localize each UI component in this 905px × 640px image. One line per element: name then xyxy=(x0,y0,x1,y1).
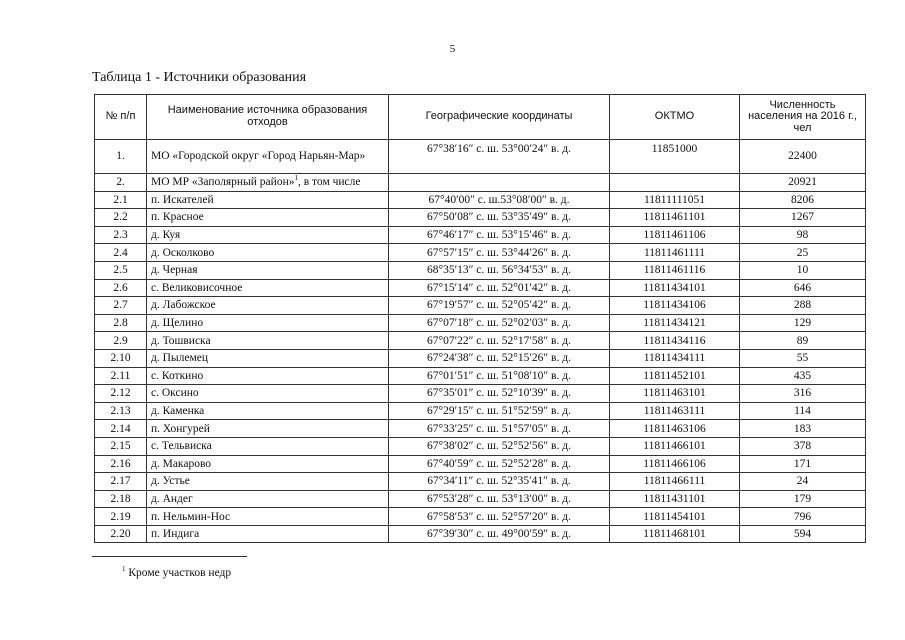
cell-geo: 67°57′15″ с. ш. 53°44′26″ в. д. xyxy=(389,244,610,262)
cell-num: 2.8 xyxy=(95,314,147,332)
source-name: д. Лабожское xyxy=(151,299,216,312)
cell-num: 2.3 xyxy=(95,226,147,244)
cell-name xyxy=(147,525,389,543)
footnote-text: Кроме участков недр xyxy=(128,567,232,579)
cell-num: 2.2 xyxy=(95,209,147,227)
cell-name xyxy=(147,209,389,227)
source-name: с. Тельвиска xyxy=(151,440,212,453)
cell-population: 8206 xyxy=(740,191,866,209)
cell-population: 646 xyxy=(740,279,866,297)
cell-oktmo xyxy=(610,174,740,192)
cell-geo: 67°46′17″ с. ш. 53°15′46″ в. д. xyxy=(389,226,610,244)
table-row xyxy=(95,385,866,403)
cell-oktmo: 11811463111 xyxy=(610,402,740,420)
source-name: д. Тошвиска xyxy=(151,334,211,347)
source-name: с. Оксино xyxy=(151,387,199,400)
source-name: п. Искателей xyxy=(151,193,214,206)
table-caption: Таблица 1 - Источники образования xyxy=(92,70,307,85)
cell-oktmo: 11811434106 xyxy=(610,297,740,315)
header-oktmo: ОКТМО xyxy=(610,95,740,140)
cell-geo: 67°50′08″ с. ш. 53°35′49″ в. д. xyxy=(389,209,610,227)
cell-oktmo: 11811466111 xyxy=(610,473,740,491)
table-row xyxy=(95,314,866,332)
table-header-row xyxy=(95,95,866,140)
cell-geo: 67°40′00″ с. ш.53°08′00″ в. д. xyxy=(389,191,610,209)
source-name: д. Пылемец xyxy=(151,352,209,365)
cell-oktmo: 11811461116 xyxy=(610,261,740,279)
cell-oktmo: 11811434116 xyxy=(610,332,740,350)
cell-name xyxy=(147,314,389,332)
cell-num: 2.4 xyxy=(95,244,147,262)
cell-name xyxy=(147,191,389,209)
cell-num: 2.12 xyxy=(95,385,147,403)
cell-num: 2.17 xyxy=(95,473,147,491)
cell-geo: 67°15′14″ с. ш. 52°01′42″ в. д. xyxy=(389,279,610,297)
cell-name xyxy=(147,508,389,526)
cell-population: 378 xyxy=(740,437,866,455)
cell-geo: 67°24′38″ с. ш. 52°15′26″ в. д. xyxy=(389,349,610,367)
cell-num: 2.5 xyxy=(95,261,147,279)
cell-oktmo: 11811461101 xyxy=(610,209,740,227)
cell-name xyxy=(147,473,389,491)
cell-geo: 67°07′22″ с. ш. 52°17′58″ в. д. xyxy=(389,332,610,350)
table-row xyxy=(95,279,866,297)
cell-geo: 67°19′57″ с. ш. 52°05′42″ в. д. xyxy=(389,297,610,315)
cell-population: 183 xyxy=(740,420,866,438)
source-name: п. Индига xyxy=(151,528,200,541)
cell-oktmo: 11811111051 xyxy=(610,191,740,209)
cell-geo: 67°53′28″ с. ш. 53°13′00″ в. д. xyxy=(389,490,610,508)
cell-geo: 67°33′25″ с. ш. 51°57′05″ в. д. xyxy=(389,420,610,438)
cell-num: 2.1 xyxy=(95,191,147,209)
cell-oktmo: 11811434101 xyxy=(610,279,740,297)
cell-population: 796 xyxy=(740,508,866,526)
cell-num: 2. xyxy=(95,174,147,192)
table-row xyxy=(95,174,866,192)
source-name: д. Куя xyxy=(151,229,181,242)
cell-num: 2.7 xyxy=(95,297,147,315)
cell-num: 2.15 xyxy=(95,437,147,455)
table-row xyxy=(95,332,866,350)
cell-oktmo: 11811431101 xyxy=(610,490,740,508)
cell-oktmo: 11851000 xyxy=(610,140,740,174)
cell-oktmo: 11811434121 xyxy=(610,314,740,332)
table-body xyxy=(95,140,866,543)
source-name: МО «Городской округ «Город Нарьян-Мар» xyxy=(151,150,366,163)
source-name: д. Андег xyxy=(151,492,193,505)
table-row xyxy=(95,226,866,244)
source-name: д. Устье xyxy=(151,475,190,488)
cell-population: 25 xyxy=(740,244,866,262)
cell-population: 89 xyxy=(740,332,866,350)
cell-population: 98 xyxy=(740,226,866,244)
cell-oktmo: 11811454101 xyxy=(610,508,740,526)
footnote xyxy=(122,567,231,579)
cell-name xyxy=(147,244,389,262)
source-name: д. Каменка xyxy=(151,404,205,417)
source-name-suffix: , в том числе xyxy=(297,176,361,189)
table-row xyxy=(95,209,866,227)
cell-population: 179 xyxy=(740,490,866,508)
source-name: п. Красное xyxy=(151,211,204,224)
source-name: д. Макарово xyxy=(151,457,212,470)
cell-num: 2.11 xyxy=(95,367,147,385)
cell-num: 2.18 xyxy=(95,490,147,508)
cell-geo: 67°38′02″ с. ш. 52°52′56″ в. д. xyxy=(389,437,610,455)
cell-oktmo: 11811463106 xyxy=(610,420,740,438)
cell-oktmo: 11811434111 xyxy=(610,349,740,367)
footnote-divider xyxy=(92,556,247,557)
cell-name xyxy=(147,385,389,403)
cell-population: 22400 xyxy=(740,140,866,174)
source-name: п. Нельмин-Нос xyxy=(151,510,231,523)
table-row xyxy=(95,367,866,385)
table-row xyxy=(95,297,866,315)
cell-name xyxy=(147,367,389,385)
header-population: Численность населения на 2016 г., чел xyxy=(740,95,866,140)
table-row xyxy=(95,191,866,209)
table-row xyxy=(95,455,866,473)
cell-name xyxy=(147,297,389,315)
cell-num: 2.19 xyxy=(95,508,147,526)
cell-num: 2.16 xyxy=(95,455,147,473)
cell-name xyxy=(147,420,389,438)
source-name: д. Осколково xyxy=(151,246,215,259)
table-row xyxy=(95,490,866,508)
table-row xyxy=(95,473,866,491)
cell-name xyxy=(147,226,389,244)
cell-oktmo: 11811452101 xyxy=(610,367,740,385)
cell-population: 435 xyxy=(740,367,866,385)
cell-population: 24 xyxy=(740,473,866,491)
page-number: 5 xyxy=(449,43,456,55)
cell-name xyxy=(147,332,389,350)
cell-population: 129 xyxy=(740,314,866,332)
header-name: Наименование источника образования отходов xyxy=(147,95,389,140)
table-row xyxy=(95,261,866,279)
footnote-mark: 1 xyxy=(122,565,126,574)
table-row xyxy=(95,508,866,526)
table-row xyxy=(95,349,866,367)
cell-num: 2.14 xyxy=(95,420,147,438)
cell-name xyxy=(147,402,389,420)
table-row xyxy=(95,437,866,455)
cell-population: 10 xyxy=(740,261,866,279)
cell-name xyxy=(147,349,389,367)
cell-geo: 67°58′53″ с. ш. 52°57′20″ в. д. xyxy=(389,508,610,526)
cell-oktmo: 11811466101 xyxy=(610,437,740,455)
source-name: д. Черная xyxy=(151,264,198,277)
cell-name xyxy=(147,437,389,455)
cell-population: 114 xyxy=(740,402,866,420)
source-name: п. Хонгурей xyxy=(151,422,210,435)
cell-oktmo: 11811466106 xyxy=(610,455,740,473)
cell-num: 2.6 xyxy=(95,279,147,297)
cell-geo xyxy=(389,174,610,192)
table-row xyxy=(95,244,866,262)
table-row xyxy=(95,525,866,543)
cell-geo: 67°39′30″ с. ш. 49°00′59″ в. д. xyxy=(389,525,610,543)
cell-oktmo: 11811463101 xyxy=(610,385,740,403)
cell-population: 20921 xyxy=(740,174,866,192)
table-row xyxy=(95,402,866,420)
cell-population: 288 xyxy=(740,297,866,315)
cell-num: 2.9 xyxy=(95,332,147,350)
cell-name xyxy=(147,455,389,473)
header-geo: Географические координаты xyxy=(389,95,610,140)
cell-name xyxy=(147,140,389,174)
source-name: с. Коткино xyxy=(151,369,204,382)
cell-population: 1267 xyxy=(740,209,866,227)
source-name: д. Щелино xyxy=(151,317,204,330)
cell-population: 594 xyxy=(740,525,866,543)
cell-num: 1. xyxy=(95,140,147,174)
cell-population: 55 xyxy=(740,349,866,367)
cell-geo: 68°35′13″ с. ш. 56°34′53″ в. д. xyxy=(389,261,610,279)
sources-table xyxy=(94,94,866,543)
cell-geo: 67°34′11″ с. ш. 52°35′41″ в. д. xyxy=(389,473,610,491)
cell-geo: 67°01′51″ с. ш. 51°08′10″ в. д. xyxy=(389,367,610,385)
cell-population: 171 xyxy=(740,455,866,473)
cell-name xyxy=(147,490,389,508)
cell-oktmo: 11811461106 xyxy=(610,226,740,244)
source-name: МО МР «Заполярный район» xyxy=(151,176,295,189)
cell-geo: 67°35′01″ с. ш. 52°10′39″ в. д. xyxy=(389,385,610,403)
cell-oktmo: 11811468101 xyxy=(610,525,740,543)
cell-num: 2.20 xyxy=(95,525,147,543)
cell-population: 316 xyxy=(740,385,866,403)
cell-name xyxy=(147,279,389,297)
cell-name xyxy=(147,174,389,192)
cell-geo: 67°38′16″ с. ш. 53°00′24″ в. д. xyxy=(389,140,610,174)
cell-num: 2.10 xyxy=(95,349,147,367)
cell-num: 2.13 xyxy=(95,402,147,420)
cell-oktmo: 11811461111 xyxy=(610,244,740,262)
cell-name xyxy=(147,261,389,279)
table-row xyxy=(95,420,866,438)
footnote-ref: 1 xyxy=(294,174,298,183)
header-num: № п/п xyxy=(95,95,147,140)
cell-geo: 67°29′15″ с. ш. 51°52′59″ в. д. xyxy=(389,402,610,420)
cell-geo: 67°07′18″ с. ш. 52°02′03″ в. д. xyxy=(389,314,610,332)
cell-geo: 67°40′59″ с. ш. 52°52′28″ в. д. xyxy=(389,455,610,473)
table-row xyxy=(95,140,866,174)
source-name: с. Великовисочное xyxy=(151,281,243,294)
